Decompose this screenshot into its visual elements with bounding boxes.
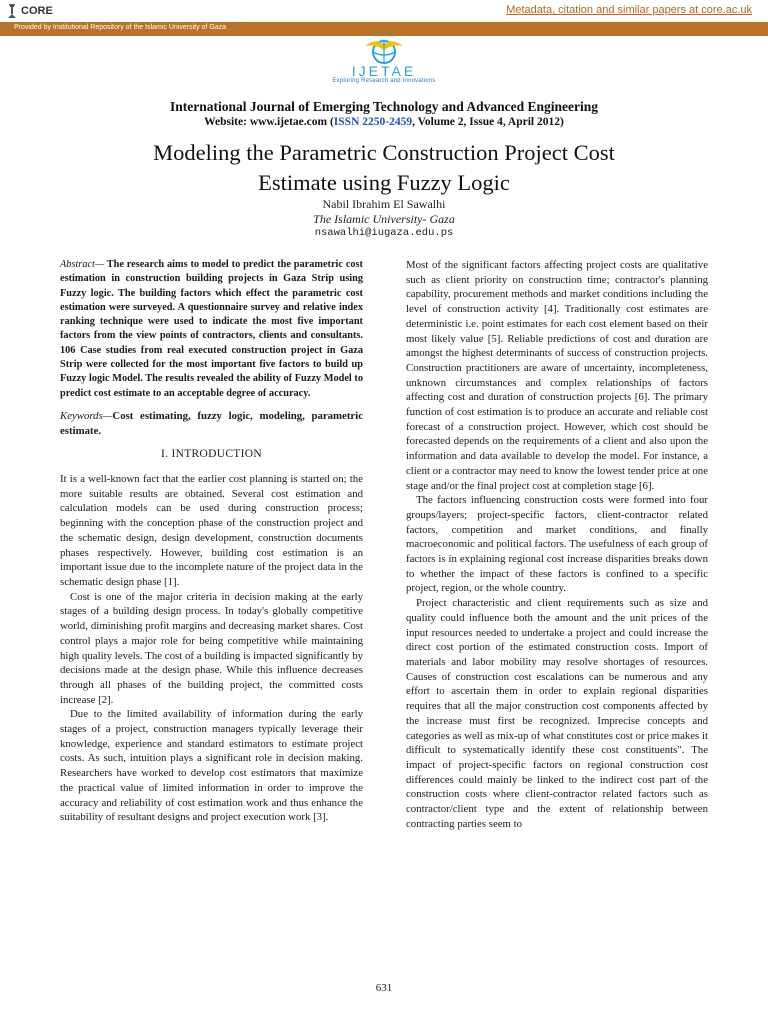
author-name: Nabil Ibrahim El Sawalhi xyxy=(322,197,446,211)
journal-logo xyxy=(324,36,444,92)
keywords xyxy=(60,409,363,438)
intro-paragraph-2: Cost is one of the major criteria in decision making at the early stages of a building design process. In today's globally competitive world, diminishing profit margins and decreasing market shares. Cost control plays a major role for being competitive while maintaining high quality levels. The cost of a building is impacted significantly by decisions made at the design phase. While this influence decreases through all phases of the building project, the committed costs increase [2]. xyxy=(60,590,363,706)
provided-by-text: Provided by Institutional Repository of the Islamic University of Gaza xyxy=(14,24,227,31)
title-line-1: Modeling the Parametric Construction Project Cost xyxy=(153,140,615,165)
core-logo[interactable] xyxy=(6,2,53,20)
logo-tagline: Exploring Research and Innovations xyxy=(332,78,436,84)
globe-icon xyxy=(361,36,407,66)
abstract-body: The research aims to model to predict the parametric cost estimation in construction building projects in Gaza Strip using Fuzzy logic. The building factors which effect the parametric cost estimation were surveyed. A questionnaire survey and relative index ranking technique were used to indicate the most five important factors from the view points of contractors, clients and consultants. 106 Case studies from real executed construction project in Gaza Strip were collected for the most important five factors to build up Fuzzy logic Model. The results revealed the ability of Fuzzy Model to predict cost estimate to an acceptable degree of accuracy. xyxy=(60,259,363,399)
author-email: nsawalhi@iugaza.edu.ps xyxy=(314,227,454,239)
core-header-bar xyxy=(0,0,768,23)
website-prefix: Website: www.ijetae.com ( xyxy=(204,116,334,128)
right-paragraph-3: Project characteristic and client requirements such as size and quality could influence both the amount and the unit prices of the input resources needed to undertake a project and could increase the direct cost portion of the estimated construction costs. Import of materials and labor mobility may resolve shortages of resources. Causes of construction cost escalations can be numerous and any effort to ascertain them in order to explain regional disparities requires that all the major construction cost components affected by the increase must first be recognized. Imprecise concepts and categories as well as mix-up of what constitutes cost or price makes it difficult to systematically identify these cost constituents". The impact of project-specific factors on regional construction cost differences could mainly be linked to the indirect cost part of the construction costs where client-contractor related factors such as contractor/client type and the extent of relationship between contracting parties seem to xyxy=(406,597,708,830)
provided-by-bar xyxy=(0,22,768,36)
logo-name: IJETAE xyxy=(351,63,417,79)
page-number: 631 xyxy=(375,982,393,994)
keywords-lead: Keywords— xyxy=(60,409,113,422)
right-column xyxy=(406,258,708,831)
paper-title xyxy=(0,138,768,198)
keywords-body: Cost estimating, fuzzy logic, modeling, parametric estimate. xyxy=(60,409,363,437)
section-heading-introduction: I. INTRODUCTION xyxy=(161,448,262,461)
journal-website-line xyxy=(0,116,768,128)
journal-name: International Journal of Emerging Technology and Advanced Engineering xyxy=(170,99,598,114)
title-line-2: Estimate using Fuzzy Logic xyxy=(258,170,510,195)
abstract-lead: Abstract— xyxy=(60,259,105,270)
abstract xyxy=(60,258,363,401)
core-logo-icon xyxy=(6,3,18,19)
website-suffix: , Volume 2, Issue 4, April 2012) xyxy=(412,116,564,128)
left-column xyxy=(60,258,363,825)
core-metadata-link[interactable]: Metadata, citation and similar papers at core.ac.uk xyxy=(506,4,752,16)
right-paragraph-2: The factors influencing construction costs were formed into four groups/layers; project-specific factors, client-contractor related factors, competition and market conditions, and finally macroeconomic and political factors. The usefulness of each group of factors is in explaining regional cost increase disparities breaks down to whether the impact of these factors is confined to a specific project, region, or the whole country. xyxy=(406,494,708,595)
intro-paragraph-3: Due to the limited availability of information during the early stages of a project, construction managers typically leverage their knowledge, experience and standard estimators to estimate project costs. As such, intuition plays a significant role in decision making. Researchers have worked to develop cost estimators that maximize the practical value of limited information in order to improve the accuracy and reliability of cost estimation work and thus enhance the suitability of resultant designs and project execution work [3]. xyxy=(60,708,363,824)
right-paragraph-1: Most of the significant factors affecting project costs are qualitative such as client priority on construction time; contractor's planning capability, procurement methods and market conditions including the level of construction activity [4]. Traditionally cost estimates are deterministic i.e. point estimates for each cost element based on their most likely value [5]. Reliable predictions of cost and duration are amongst the highest determinants of success of construction projects. Construction practitioners are aware of uncertainty, incompleteness, unknown circumstances and complex relationships of factors affecting cost and duration of construction projects [6]. The primary function of cost estimation is to produce an accurate and reliable cost forecast of a construction project. However, which cost should be forecasted depends on the requirements of a client and also upon the information and data available to develop the model. For instance, a client or a contractor may need to know the lowest tender price at one stage and/or the final project cost at completion stage [6]. xyxy=(406,259,708,492)
intro-paragraph-1: It is a well-known fact that the earlier cost planning is started on; the more suitable results are obtained. Several cost estimation and calculation models can be used during construction process; beginning with the conception phase of the construction project and the schematic design, design development, construction documents phases respectively. However, building cost estimation is an important issue due to the incomplete nature of the project data in the schematic design phase [1]. xyxy=(60,473,363,588)
author-affiliation: The Islamic University- Gaza xyxy=(313,212,455,226)
issn-link[interactable]: ISSN 2250-2459 xyxy=(333,116,413,128)
core-logo-label: CORE xyxy=(21,5,53,17)
